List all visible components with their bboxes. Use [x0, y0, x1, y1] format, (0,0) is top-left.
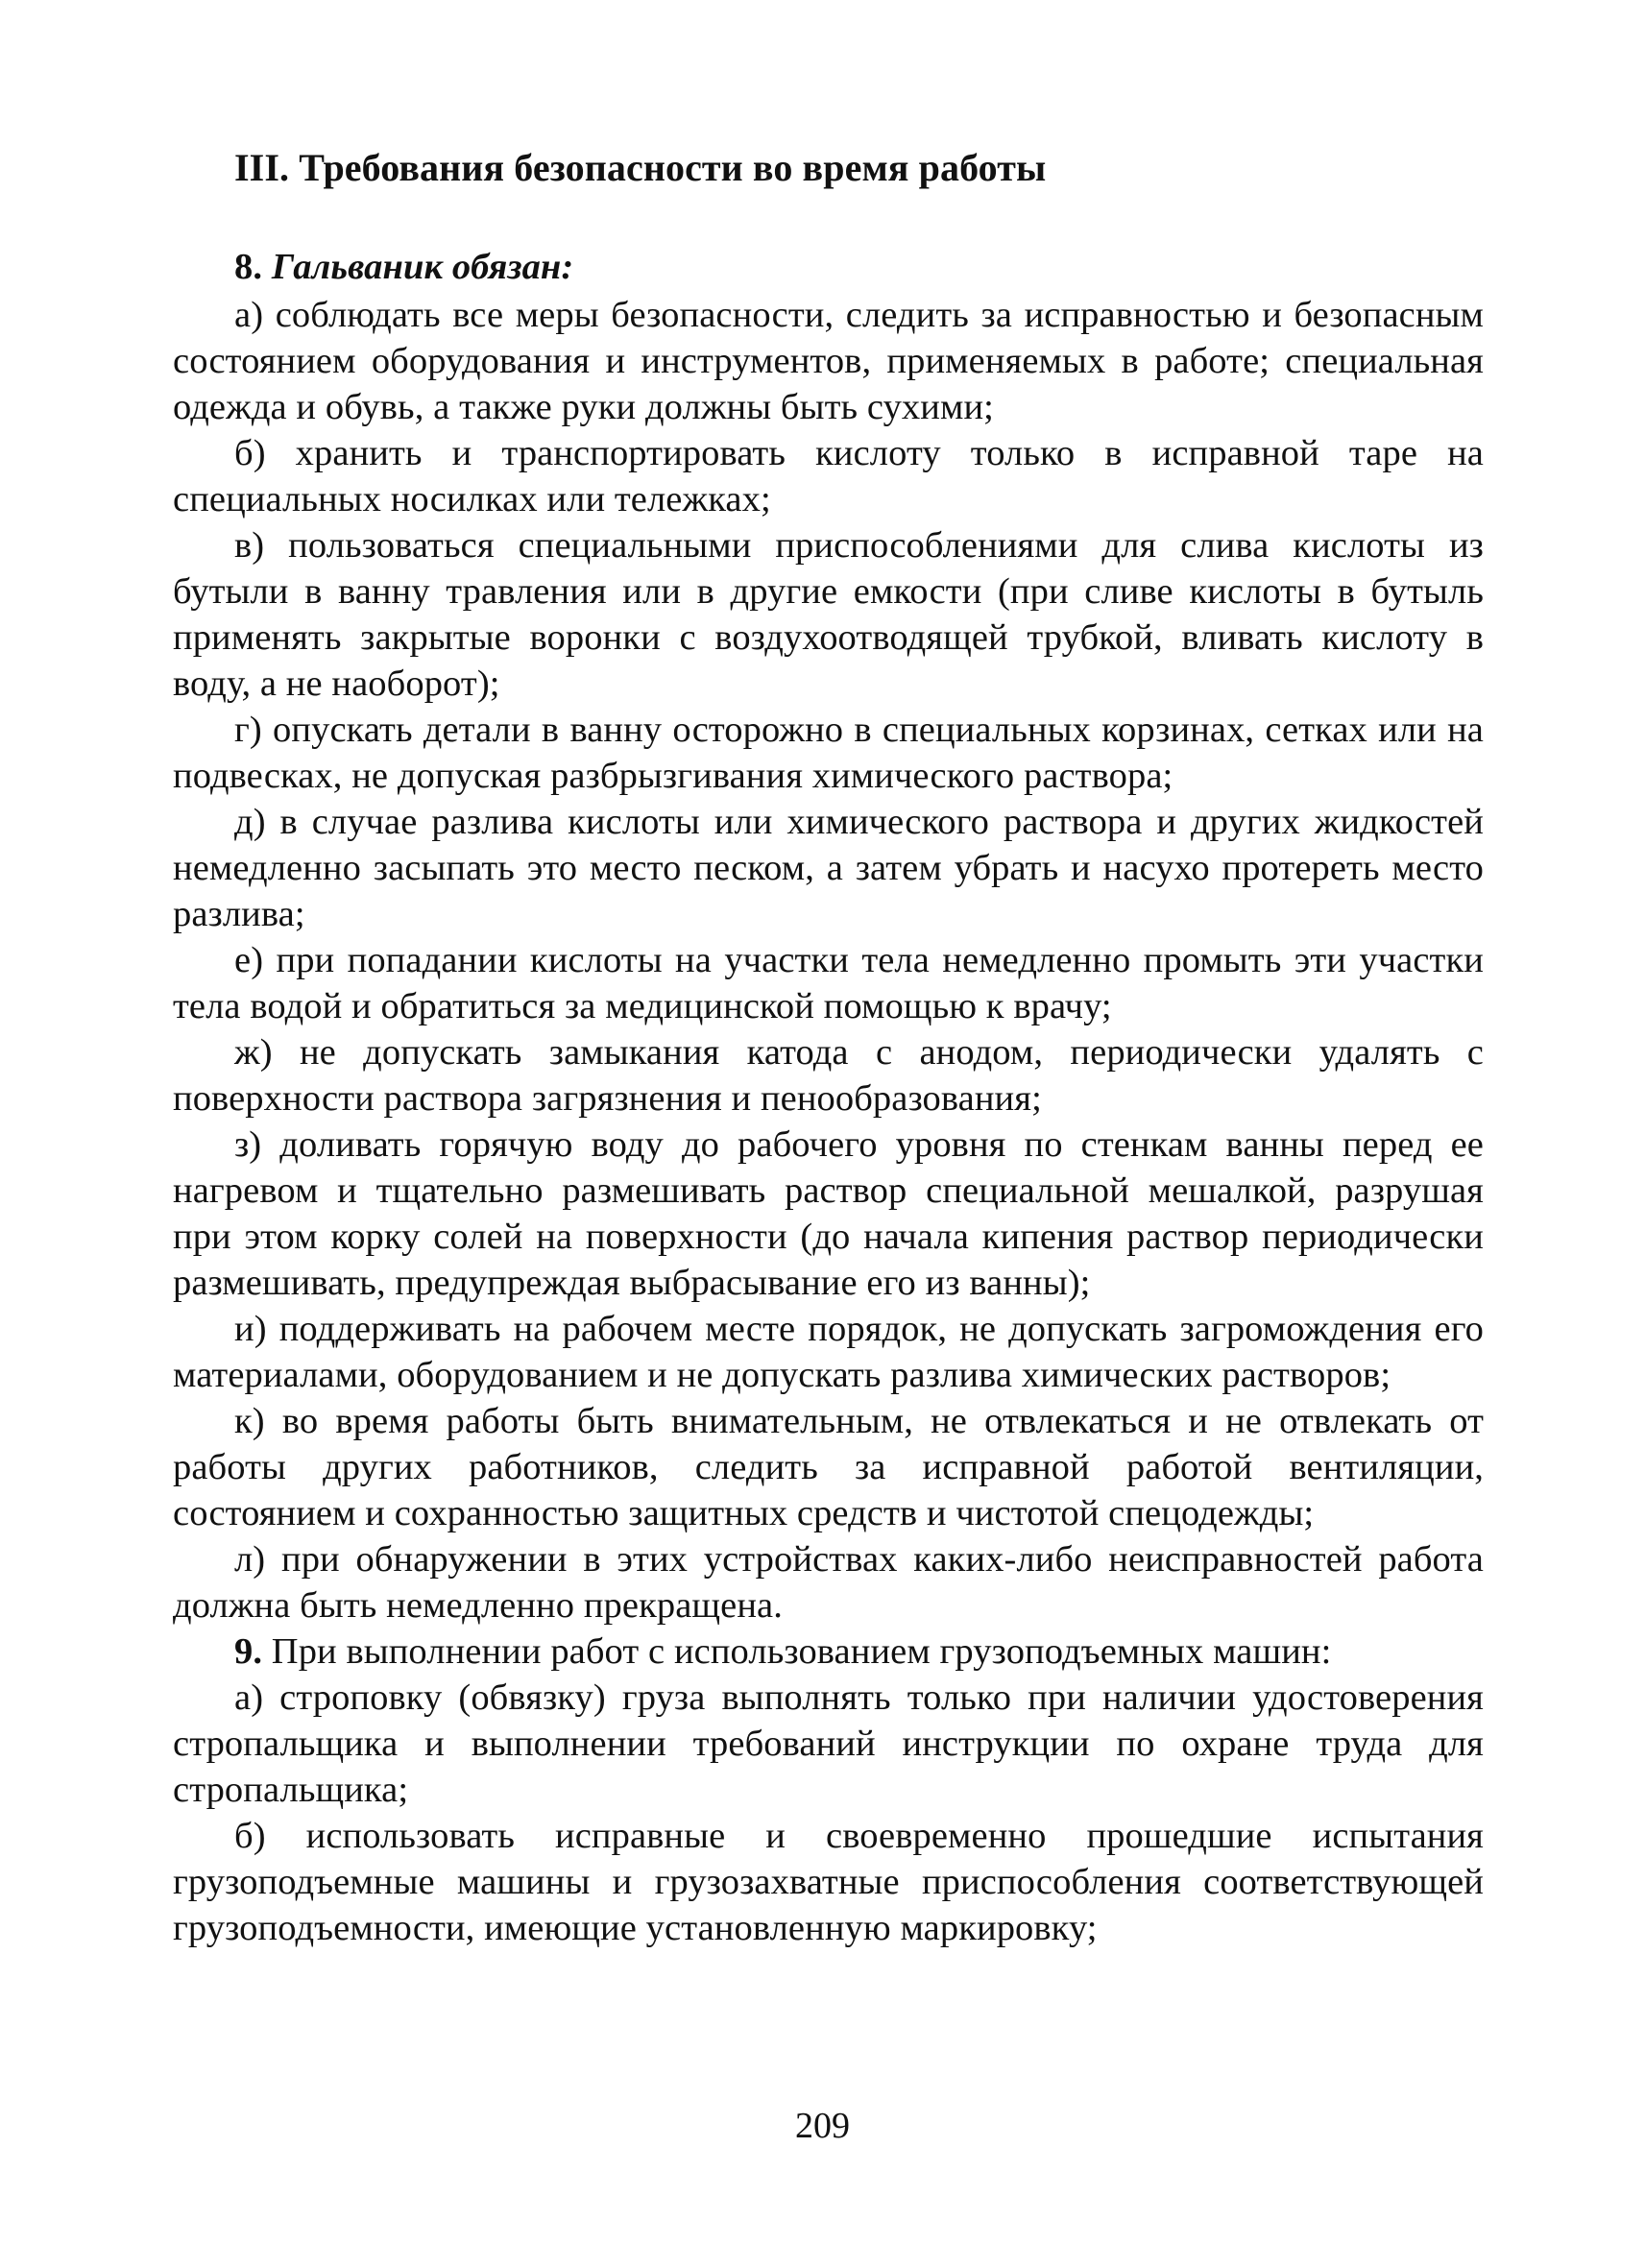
clause-8-heading — [234, 244, 1484, 290]
clause-8-item-k: к) во время работы быть внимательным, не отвлекаться и не отвлекать от работы других работников, следить за исправной работой вентиляции, состоянием и сохранностью защитных средств и чистотой спецодежды; — [173, 1401, 1484, 1533]
clause-8-item-l: л) при обнаружении в этих устройствах каких-либо неисправностей работа должна быть немедленно прекращена. — [173, 1539, 1484, 1626]
section-heading: III. Требования безопасности во время работы — [234, 146, 1047, 189]
clause-8-item-zh: ж) не допускать замыкания катода с анодом, периодически удалять с поверхности раствора загрязнения и пенообразования; — [173, 1032, 1484, 1119]
page-number: 209 — [795, 2106, 850, 2146]
clause-9-heading — [173, 1629, 1484, 1675]
clause-8-item-g: г) опускать детали в ванну осторожно в специальных корзинах, сетках или на подвесках, не допуская разбрызгивания химического раствора; — [173, 710, 1484, 796]
clause-8-item-e: е) при попадании кислоты на участки тела немедленно промыть эти участки тела водой и обратиться за медицинской помощью к врачу; — [173, 940, 1484, 1026]
clause-9-item-b: б) использовать исправные и своевременно прошедшие испытания грузоподъемные машины и грузозахватные приспособления соответствующей грузоподъемности, имеющие установленную маркировку; — [173, 1816, 1484, 1948]
clause-8-item-b: б) хранить и транспортировать кислоту только в исправной таре на специальных носилках или тележках; — [173, 433, 1484, 519]
clause-8-item-a: а) соблюдать все меры безопасности, следить за исправностью и безопасным состоянием оборудования и инструментов, применяемых в работе; специальная одежда и обувь, а также руки должны быть сухими; — [173, 295, 1484, 427]
clause-8-lead: Гальваник обязан: — [271, 247, 574, 287]
clause-8-item-d: д) в случае разлива кислоты или химического раствора и других жидкостей немедленно засыпать это место песком, а затем убрать и насухо протереть место разлива; — [173, 802, 1484, 934]
clause-9-number: 9. — [234, 1631, 263, 1672]
clause-8-item-v: в) пользоваться специальными приспособлениями для слива кислоты из бутыли в ванну травления или в другие емкости (при сливе кислоты в бутыль применять закрытые воронки с воздухоотводящей трубкой, вливать кислоту в воду, а не наоборот); — [173, 525, 1484, 704]
clause-9-item-a: а) строповку (обвязку) груза выполнять только при наличии удостоверения стропальщика и выполнении требований инструкции по охране труда для стропальщика; — [173, 1677, 1484, 1810]
page-content — [173, 144, 1484, 1951]
clause-8-item-z: з) доливать горячую воду до рабочего уровня по стенкам ванны перед ее нагревом и тщательно размешивать раствор специальной мешалкой, разрушая при этом корку солей на поверхности (до начала кипения раствор периодически размешивать, предупреждая выбрасывание его из ванны); — [173, 1124, 1484, 1303]
clause-8-item-i: и) поддерживать на рабочем месте порядок, не допускать загромождения его материалами, оборудованием и не допускать разлива химических растворов; — [173, 1309, 1484, 1395]
clause-8-number: 8. — [234, 247, 263, 287]
clause-9-lead: При выполнении работ с использованием грузоподъемных машин: — [262, 1631, 1332, 1672]
